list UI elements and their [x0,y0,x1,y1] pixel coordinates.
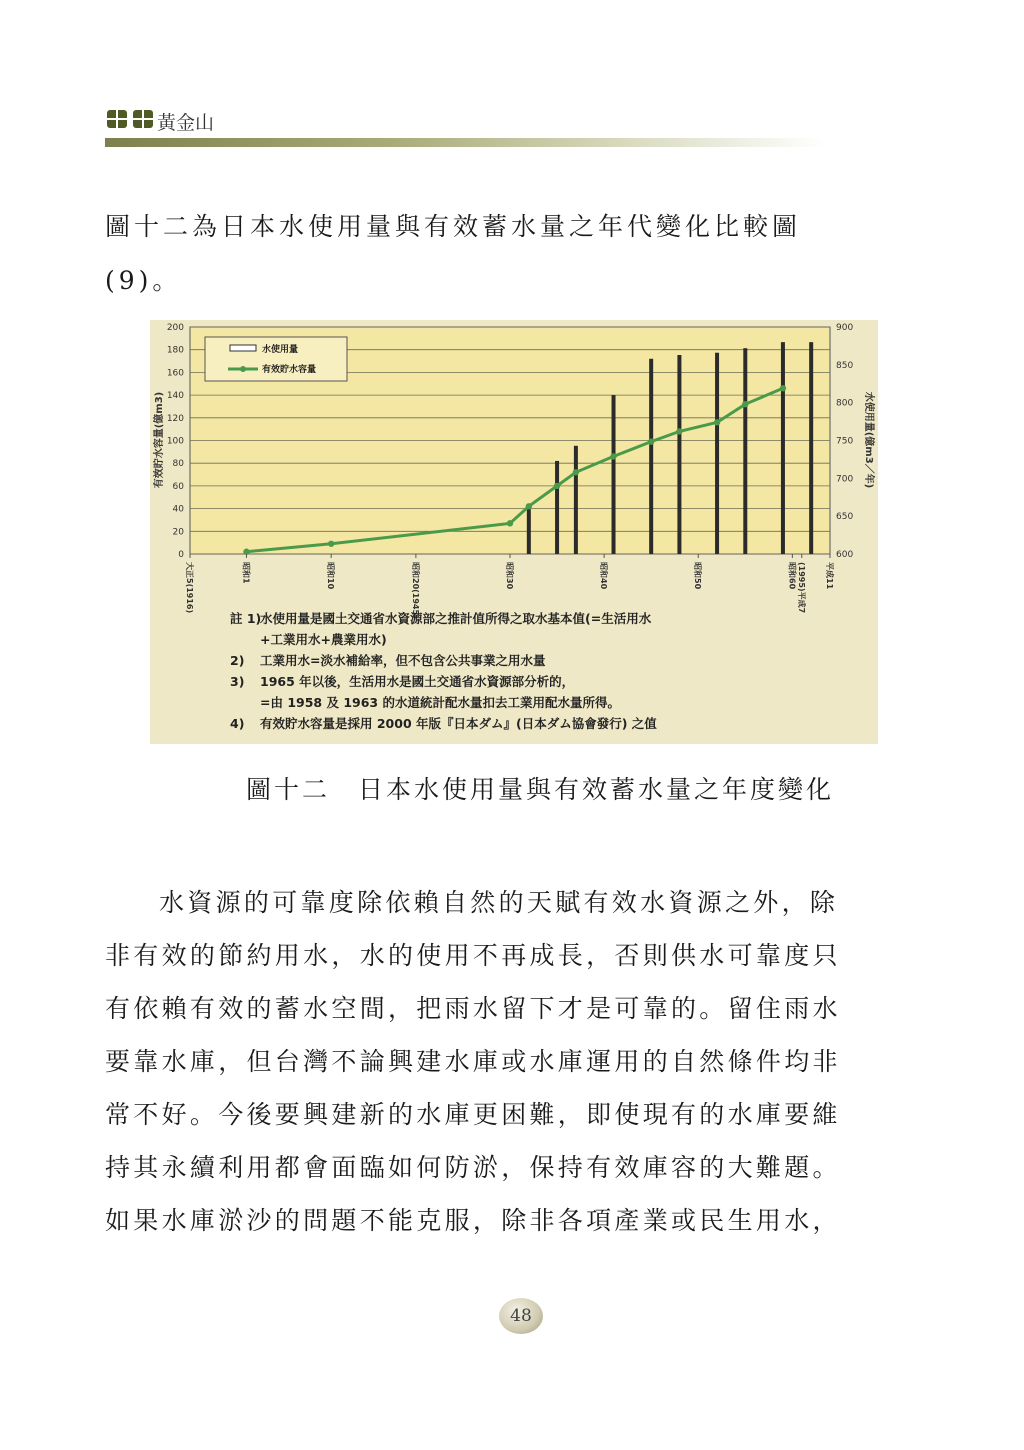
body-line: 有依賴有效的蓄水空間，把雨水留下才是可靠的。留住雨水 [105,994,841,1023]
note-text: 水使用量是國土交通省水資源部之推計值所得之取水基本值(=生活用水 [260,611,652,626]
storage-point [676,428,682,434]
x-tick-label: 昭和50 [693,562,703,590]
x-tick-label: 昭和20(1945) [410,562,420,619]
note-text: =由 1958 及 1963 的水道統計配水量扣去工業用配水量所得。 [260,695,620,710]
left-axis-ticks [167,323,184,560]
x-tick-label: 昭和1 [241,562,251,584]
note-key: 4) [230,716,245,731]
legend-label: 有效貯水容量 [262,365,317,375]
storage-point [573,469,579,475]
note-key: 3) [230,674,245,689]
note-text: 工業用水=淡水補給率，但不包含公共事業之用水量 [260,653,546,668]
header-title: 黃金山 [157,112,215,134]
usage-bar [527,506,531,554]
body-line: 持其永續利用都會面臨如何防淤，保持有效庫容的大難題。 [105,1153,841,1182]
y-tick-label-right: 600 [836,550,854,560]
figure-notes [230,608,870,734]
x-tick-label: (1995)平成7 [796,562,806,614]
y-tick-label-right: 800 [836,398,854,409]
y-tick-label-left: 80 [172,459,184,470]
body-line: 如果水庫淤沙的問題不能克服，除非各項產業或民生用水， [105,1206,841,1235]
intro-line: (9)。 [105,266,182,295]
body-line: 常不好。今後要興建新的水庫更困難，即使現有的水庫要維 [105,1100,841,1129]
storage-point [554,483,560,489]
y-axis-label-left: 有效貯水容量(億m3) [154,391,165,489]
y-axis-label-right: 水使用量(億m3／年) [863,391,874,489]
figure-note [230,713,870,734]
y-tick-label-left: 180 [166,345,184,356]
storage-point [507,520,513,526]
usage-bar [677,355,681,554]
x-tick-label: 大正5(1916) [185,562,194,614]
storage-point [610,453,616,459]
storage-point [648,438,654,444]
usage-bar [781,342,785,554]
y-tick-label-right: 850 [836,360,854,371]
y-tick-label-left: 100 [166,436,184,447]
legend-line-marker [240,366,246,372]
figure-caption: 圖十二 日本水使用量與有效蓄水量之年度變化 [245,775,834,804]
figure-note [230,692,870,713]
x-tick-label: 昭和40 [599,562,609,590]
intro-paragraph [105,200,915,308]
storage-point [742,401,748,407]
figure-note [230,671,870,692]
x-tick-label: 平成11 [825,562,834,590]
usage-bar [809,342,813,554]
y-tick-label-right: 650 [836,512,854,523]
figure-twelve [150,320,878,744]
y-tick-label-left: 200 [166,323,184,333]
storage-point [328,541,334,547]
header-rule [105,138,825,147]
note-text: +工業用水+農業用水) [260,632,387,647]
usage-bar [574,446,578,554]
y-tick-label-right: 750 [836,436,854,447]
page-header [105,102,825,158]
body-line: 水資源的可靠度除依賴自然的天賦有效水資源之外，除 [159,888,839,917]
note-key: 2) [230,653,245,668]
body-line: 非有效的節約用水，水的使用不再成長，否則供水可靠度只 [105,941,841,970]
usage-bar [743,348,747,554]
usage-bar [612,395,616,554]
y-tick-label-left: 0 [178,550,184,560]
y-tick-label-left: 160 [166,368,184,379]
x-tick-label: 昭和10 [326,562,336,590]
page-number: 48 [499,1298,543,1334]
legend-label: 水使用量 [262,345,299,355]
storage-point [526,503,532,509]
x-tick-label: 昭和30 [505,562,514,590]
figure-note [230,650,870,671]
note-text: 有效貯水容量是採用 2000 年版『日本ダム』(日本ダム協會發行) 之值 [260,716,657,731]
body-line: 要靠水庫，但台灣不論興建水庫或水庫運用的自然條件均非 [105,1047,841,1076]
intro-line: 圖十二為日本水使用量與有效蓄水量之年代變化比較圖 [105,212,802,241]
legend [205,337,347,381]
y-tick-label-left: 60 [172,481,184,492]
y-tick-label-left: 120 [166,413,184,424]
y-tick-label-right: 700 [836,474,854,485]
figure-note [230,608,870,629]
storage-point [780,385,786,391]
note-text: 1965 年以後，生活用水是國土交通省水資源部分析的， [260,674,575,689]
y-tick-label-right: 900 [836,323,854,333]
book-logo-icon [105,108,157,130]
figure-note [230,629,870,650]
storage-point [243,549,249,555]
right-axis-ticks [836,323,853,560]
y-tick-label-left: 40 [172,504,184,515]
storage-point [714,419,720,425]
y-tick-label-left: 140 [166,391,184,402]
y-tick-label-left: 20 [172,527,184,538]
note-key: 註 1) [230,611,262,626]
x-tick-label: 昭和60 [787,562,797,590]
body-paragraph [105,876,917,1247]
legend-bar-swatch [230,345,256,351]
usage-bar [555,461,559,554]
usage-bar [715,353,719,554]
usage-bar [649,359,653,554]
